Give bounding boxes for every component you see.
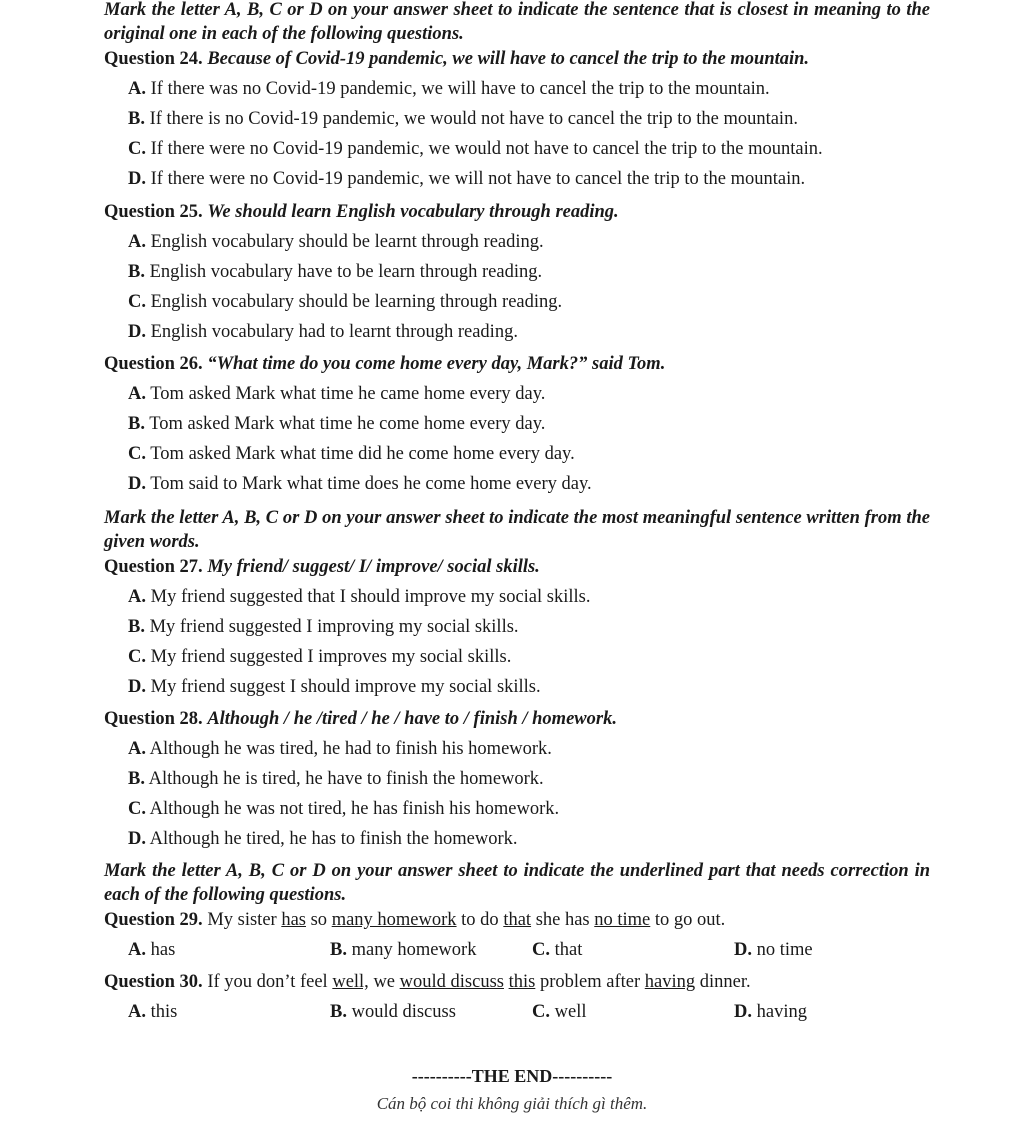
option-30-a[interactable]: A. this (128, 1002, 178, 1022)
option-letter: A. (128, 79, 146, 99)
underlined-part-c: that (503, 910, 532, 930)
option-text: Although he is tired, he have to finish the homework. (148, 769, 544, 789)
question-label: Question 25. (104, 202, 203, 222)
option-28-c[interactable] (128, 796, 988, 822)
question-stem: If you don’t feel well, we would discuss this problem after having dinner. (207, 972, 751, 992)
option-letter: D. (128, 474, 146, 494)
option-text: English vocabulary have to be learn through reading. (149, 262, 543, 282)
option-text: Tom said to Mark what time does he come home every day. (150, 474, 592, 494)
option-text: English vocabulary had to learnt through reading. (150, 322, 518, 342)
option-29-c[interactable]: C. that (532, 940, 583, 960)
question-label: Question 29. (104, 910, 203, 930)
option-letter: D. (128, 169, 146, 189)
question-stem: My friend/ suggest/ I/ improve/ social skills. (207, 557, 540, 577)
option-text: Tom asked Mark what time he come home every day. (149, 414, 546, 434)
option-28-d[interactable] (128, 826, 988, 852)
question-label: Question 27. (104, 557, 203, 577)
instruction-closest-meaning: Mark the letter A, B, C or D on your answer sheet to indicate the sentence that is closest in meaning to the original one in each of the following questions. (104, 0, 930, 44)
option-letter: D. (128, 322, 146, 342)
question-27 (104, 554, 1004, 580)
option-27-b[interactable] (128, 614, 988, 640)
option-text: English vocabulary should be learnt through reading. (150, 232, 544, 252)
option-text: If there were no Covid-19 pandemic, we will not have to cancel the trip to the mountain. (150, 169, 806, 189)
option-27-d[interactable] (128, 674, 988, 700)
option-24-b[interactable] (128, 106, 988, 132)
option-letter: C. (128, 292, 146, 312)
instruction-error-correction: Mark the letter A, B, C or D on your answer sheet to indicate the underlined part that needs correction in each of the following questions. (104, 861, 930, 905)
option-text: Although he tired, he has to finish the homework. (149, 829, 518, 849)
the-end-marker: ----------THE END---------- (411, 1066, 613, 1086)
option-letter: B. (128, 617, 145, 637)
option-text: English vocabulary should be learning through reading. (150, 292, 563, 312)
question-28 (104, 706, 1004, 732)
option-letter: A. (128, 739, 146, 759)
underlined-part-d: having (644, 972, 696, 992)
option-text: If there is no Covid-19 pandemic, we would not have to cancel the trip to the mountain. (149, 109, 798, 129)
underlined-part-d: no time (594, 910, 651, 930)
question-24 (104, 46, 1004, 72)
underlined-part-c: well, (332, 972, 369, 992)
option-letter: C. (128, 444, 146, 464)
option-text: My friend suggested that I should improve my social skills. (150, 587, 591, 607)
option-text: Although he was not tired, he has finish his homework. (149, 799, 560, 819)
option-letter: A. (128, 232, 146, 252)
option-26-b[interactable] (128, 411, 988, 437)
underlined-part-b: would discuss (399, 972, 504, 992)
option-27-a[interactable] (128, 584, 988, 610)
option-25-b[interactable] (128, 259, 988, 285)
option-26-d[interactable] (128, 471, 988, 497)
question-label: Question 24. (104, 49, 203, 69)
option-letter: B. (128, 262, 145, 282)
option-letter: A. (128, 587, 146, 607)
option-letter: C. (128, 647, 146, 667)
question-30 (104, 969, 1004, 995)
option-28-a[interactable] (128, 736, 988, 762)
options-row-29 (128, 937, 888, 963)
option-28-b[interactable] (128, 766, 988, 792)
option-24-d[interactable] (128, 166, 988, 192)
question-stem: Because of Covid-19 pandemic, we will have to cancel the trip to the mountain. (207, 49, 810, 69)
option-26-a[interactable] (128, 381, 988, 407)
option-text: Tom asked Mark what time did he come home every day. (150, 444, 575, 464)
option-29-a[interactable]: A. has (128, 940, 176, 960)
option-30-b[interactable]: B. would discuss (330, 1002, 456, 1022)
question-26 (104, 351, 1004, 377)
option-letter: D. (128, 677, 146, 697)
question-stem: “What time do you come home every day, Mark?” said Tom. (207, 354, 666, 374)
option-30-c[interactable]: C. well (532, 1002, 587, 1022)
option-letter: A. (128, 384, 146, 404)
question-label: Question 30. (104, 972, 203, 992)
option-25-a[interactable] (128, 229, 988, 255)
question-stem: Although / he /tired / he / have to / finish / homework. (207, 709, 617, 729)
option-30-d[interactable]: D. having (734, 1002, 807, 1022)
option-letter: C. (128, 139, 146, 159)
option-text: If there was no Covid-19 pandemic, we will have to cancel the trip to the mountain. (150, 79, 770, 99)
option-26-c[interactable] (128, 441, 988, 467)
option-letter: B. (128, 109, 145, 129)
option-letter: B. (128, 414, 145, 434)
question-stem: My sister has so many homework to do that she has no time to go out. (207, 910, 726, 930)
option-27-c[interactable] (128, 644, 988, 670)
question-25 (104, 199, 1004, 225)
underlined-part-a: this (508, 972, 536, 992)
option-letter: D. (128, 829, 146, 849)
option-text: Tom asked Mark what time he came home every day. (150, 384, 546, 404)
underlined-part-b: many homework (331, 910, 457, 930)
option-text: My friend suggest I should improve my social skills. (150, 677, 541, 697)
option-letter: C. (128, 799, 146, 819)
question-label: Question 28. (104, 709, 203, 729)
options-row-30 (128, 999, 888, 1025)
question-stem: We should learn English vocabulary through reading. (207, 202, 619, 222)
option-text: If there were no Covid-19 pandemic, we would not have to cancel the trip to the mountain. (150, 139, 823, 159)
option-text: Although he was tired, he had to finish his homework. (149, 739, 552, 759)
option-text: My friend suggested I improving my social skills. (149, 617, 519, 637)
option-29-b[interactable]: B. many homework (330, 940, 477, 960)
option-text: My friend suggested I improves my social skills. (150, 647, 512, 667)
option-24-a[interactable] (128, 76, 988, 102)
question-label: Question 26. (104, 354, 203, 374)
option-25-d[interactable] (128, 319, 988, 345)
option-29-d[interactable]: D. no time (734, 940, 813, 960)
option-25-c[interactable] (128, 289, 988, 315)
instruction-meaningful-sentence: Mark the letter A, B, C or D on your answer sheet to indicate the most meaningful sentence written from the given words. (104, 508, 930, 552)
proctor-note: Cán bộ coi thi không giải thích gì thêm. (376, 1094, 648, 1113)
question-29 (104, 907, 1004, 933)
option-letter: B. (128, 769, 145, 789)
option-24-c[interactable] (128, 136, 988, 162)
underlined-part-a: has (281, 910, 306, 930)
